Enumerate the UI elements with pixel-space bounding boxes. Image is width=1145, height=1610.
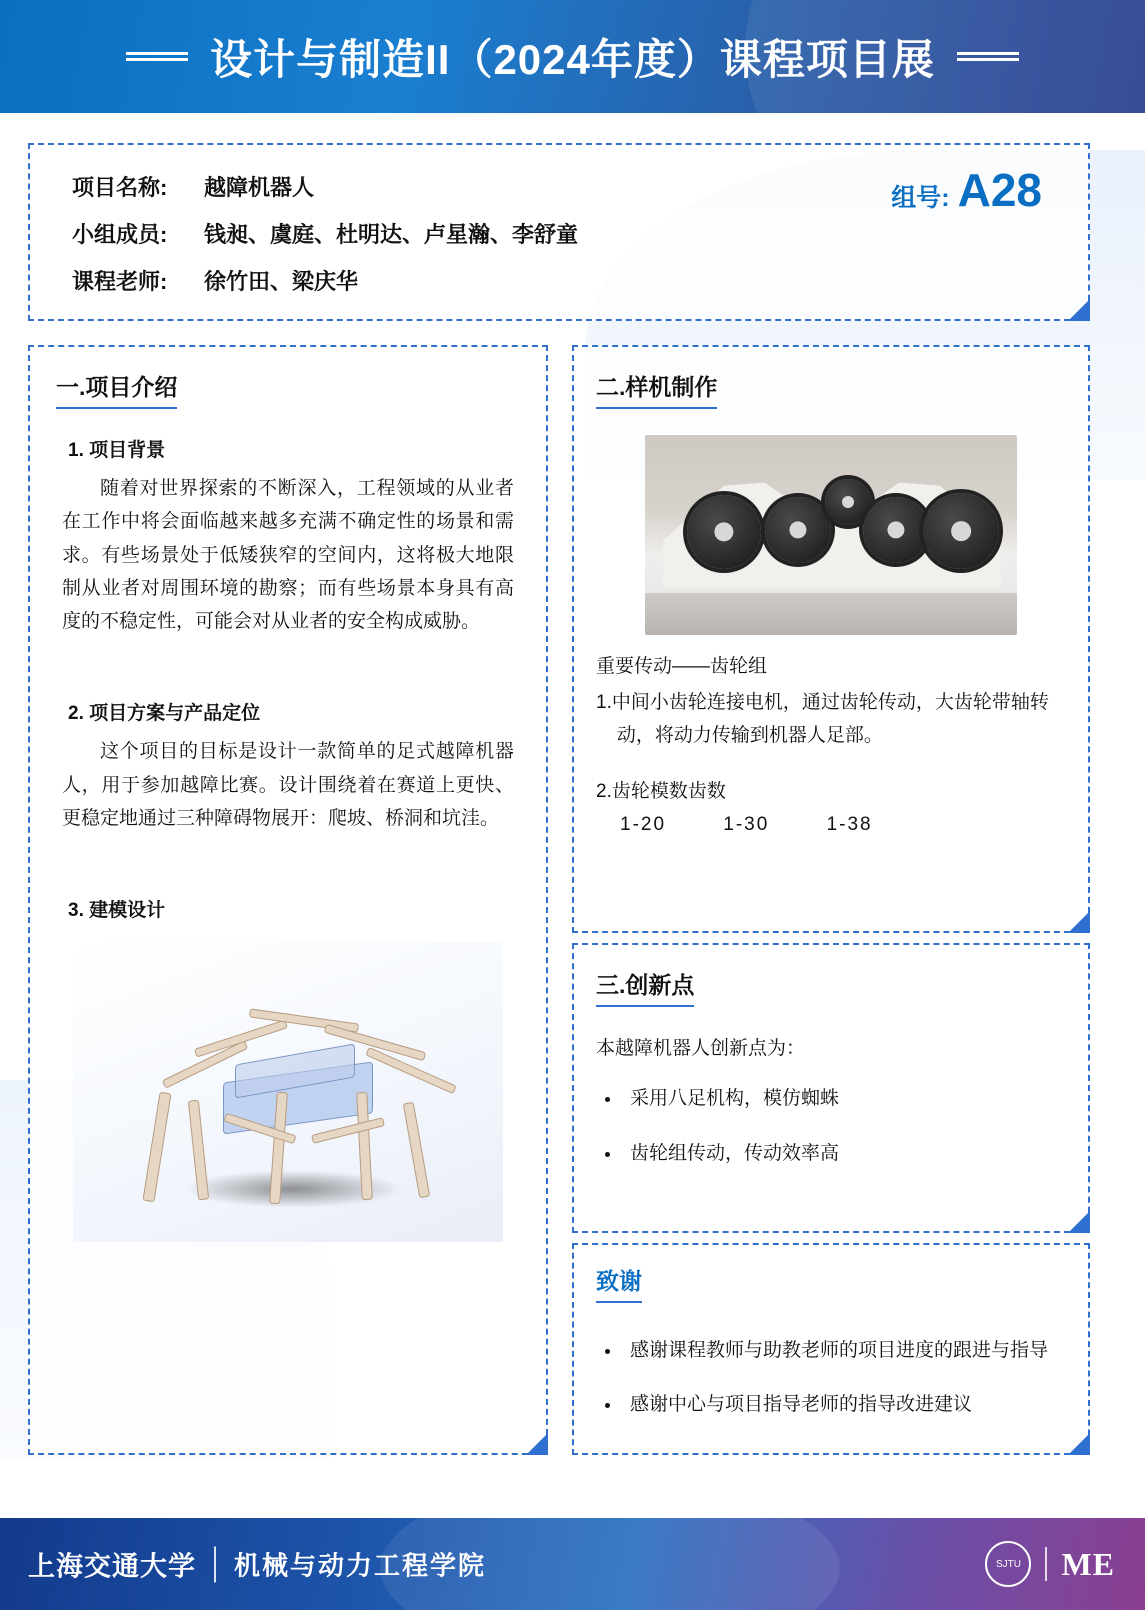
page-footer [0, 1518, 1145, 1610]
info-label: 项目名称: [72, 175, 168, 200]
university-seal-icon: SJTU [985, 1541, 1031, 1587]
footer-divider [214, 1546, 216, 1582]
section-prototype [572, 345, 1090, 933]
project-info-panel [28, 143, 1090, 321]
gear-assembly-photo [645, 435, 1017, 635]
group-number-value: A28 [957, 164, 1042, 216]
header-rule-left [126, 52, 188, 61]
info-value: 徐竹田、梁庆华 [204, 269, 359, 294]
list-item: • 齿轮组传动，传动效率高 [622, 1138, 1066, 1170]
prototype-caption: 重要传动——齿轮组 [596, 656, 768, 677]
footer-divider-right [1045, 1547, 1047, 1581]
info-row-teachers [72, 265, 1054, 296]
robot-model-figure [73, 942, 503, 1242]
university-name: 上海交通大学 [28, 1551, 196, 1582]
corner-accent [1068, 911, 1090, 933]
corner-accent [1068, 1211, 1090, 1233]
corner-accent [1068, 1433, 1090, 1455]
gear-icon [923, 493, 999, 569]
subsection-modeling-title: 3. 建模设计 [68, 900, 166, 921]
header-rule-right [957, 52, 1019, 61]
section-two-title: 二.样机制作 [596, 369, 717, 409]
list-item: • 感谢中心与项目指导老师的指导改进建议 [622, 1389, 1066, 1421]
gear-spec-list [620, 814, 1066, 836]
section-acknowledgement [572, 1243, 1090, 1455]
prototype-point-1: 1.中间小齿轮连接电机，通过齿轮传动，大齿轮带轴转动，将动力传输到机器人足部。 [596, 692, 1049, 746]
acknowledgement-list [596, 1335, 1066, 1422]
list-item: • 采用八足机构，模仿蜘蛛 [622, 1083, 1066, 1115]
innovation-list [596, 1083, 1066, 1170]
group-number-label: 组号: [891, 184, 950, 212]
me-logo: ME [1061, 1545, 1115, 1582]
gear-icon [863, 497, 929, 563]
info-value: 越障机器人 [204, 175, 315, 200]
page-title: 设计与制造II（2024年度）课程项目展 [210, 35, 935, 83]
gear-spec-item: 1-38 [826, 814, 873, 836]
info-value: 钱昶、虞庭、杜明达、卢星瀚、李舒童 [204, 222, 579, 247]
subsection-background-title: 1. 项目背景 [68, 440, 166, 461]
info-label: 小组成员: [72, 222, 168, 247]
school-name: 机械与动力工程学院 [234, 1550, 487, 1581]
section-three-title: 三.创新点 [596, 967, 694, 1007]
robot-leg [311, 1117, 385, 1144]
acknowledgement-title: 致谢 [596, 1263, 642, 1303]
corner-accent [1068, 299, 1090, 321]
info-row-members [72, 218, 1054, 249]
gear-icon [687, 495, 761, 569]
robot-leg [403, 1102, 431, 1198]
gear-spec-item: 1-30 [723, 814, 770, 836]
photo-background-floor [645, 593, 1017, 635]
subsection-plan-text: 这个项目的目标是设计一款简单的足式越障机器人，用于参加越障比赛。设计围绕着在赛道上更快、更稳定地通过三种障碍物展开：爬坡、桥洞和坑洼。 [62, 741, 514, 829]
page-header [0, 0, 1145, 113]
section-project-introduction [28, 345, 548, 1455]
info-label: 课程老师: [72, 269, 168, 294]
robot-leg [142, 1092, 171, 1203]
list-item: • 感谢课程教师与助教老师的项目进度的跟进与指导 [622, 1335, 1066, 1367]
prototype-point-2: 2.齿轮模数齿数 [596, 780, 726, 802]
group-number-block [891, 164, 1042, 216]
corner-accent [526, 1433, 548, 1455]
section-one-title: 一.项目介绍 [56, 369, 177, 409]
section-innovation [572, 943, 1090, 1233]
subsection-background-text: 随着对世界探索的不断深入，工程领域的从业者在工作中将会面临越来越多充满不确定性的场景和需求。有些场景处于低矮狭窄的空间内，这将极大地限制从业者对周围环境的勘察；而有些场景本身具有高度的不稳定性，可能会对从业者的安全构成威胁。 [62, 478, 514, 632]
gear-spec-item: 1-20 [620, 814, 667, 836]
subsection-plan-title: 2. 项目方案与产品定位 [68, 703, 261, 725]
gear-icon [765, 497, 831, 563]
innovation-intro: 本越障机器人创新点为： [596, 1038, 806, 1059]
